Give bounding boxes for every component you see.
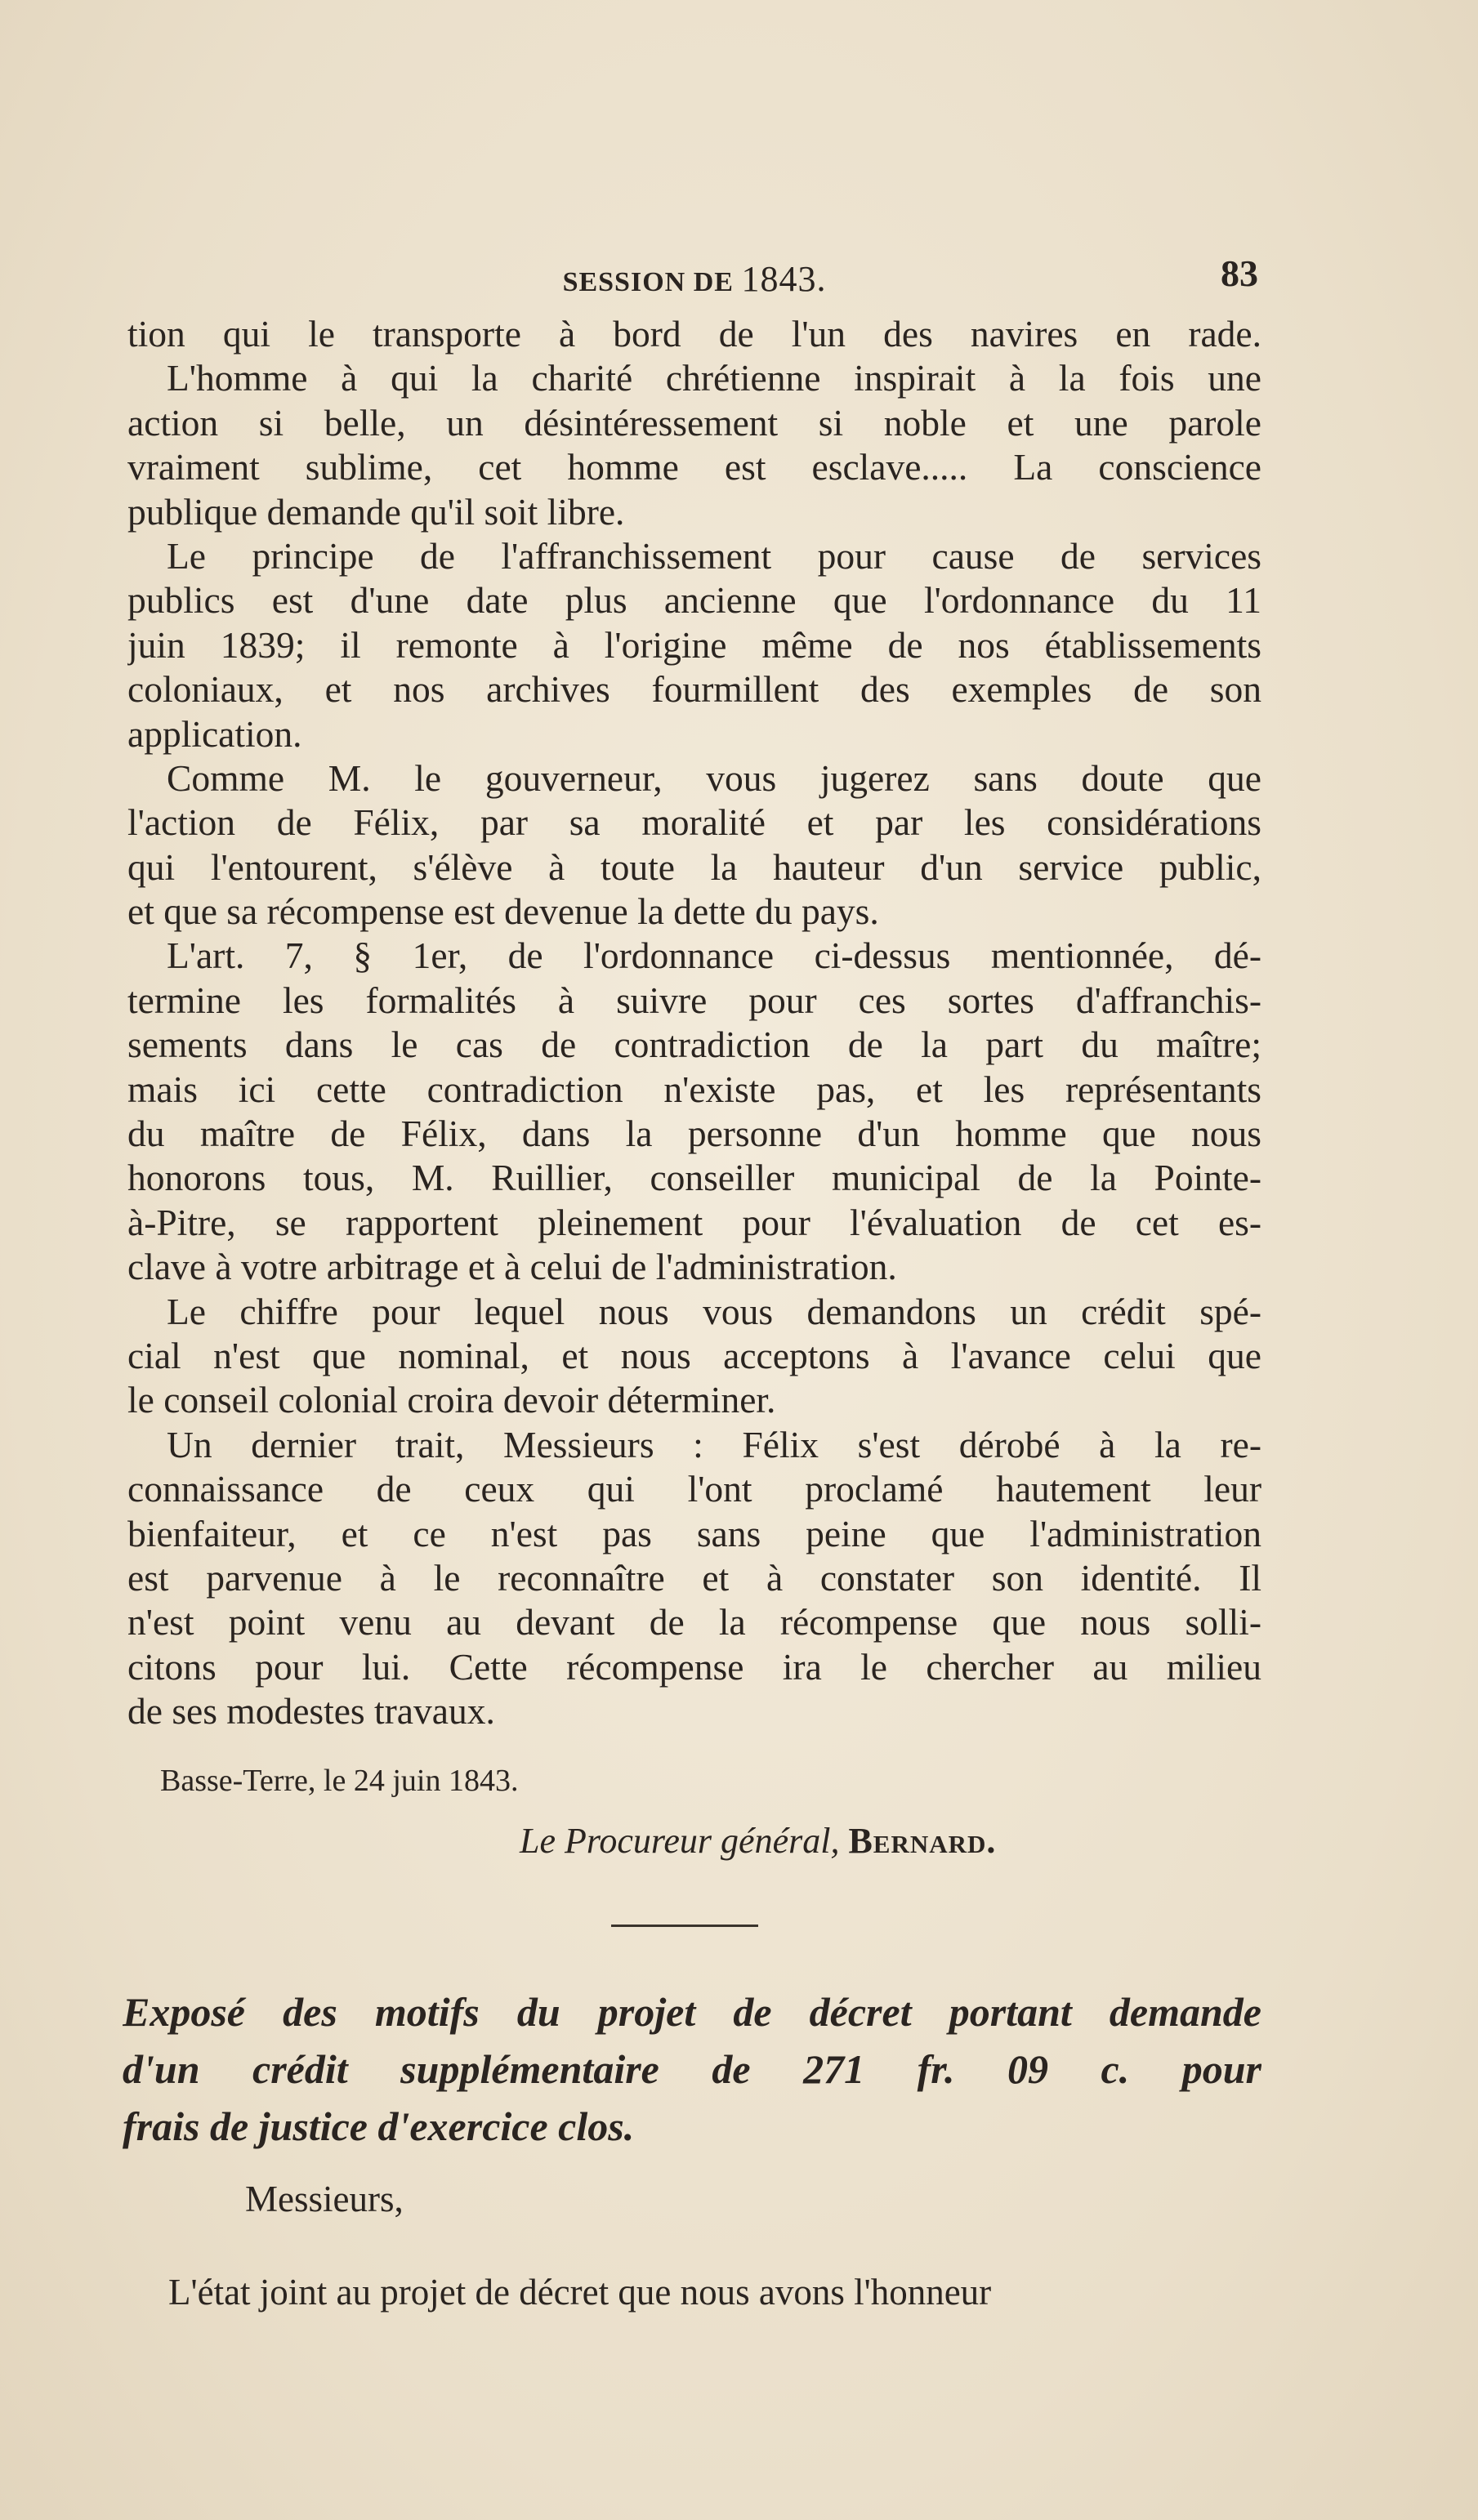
text-line: L'art. 7, § 1er, de l'ordonnance ci-dessus mentionnée, dé- [167,934,1261,977]
text-line: termine les formalités à suivre pour ces sortes d'affranchis- [127,979,1261,1021]
text-line: bienfaiteur, et ce n'est pas sans peine que l'administration [127,1512,1261,1554]
text-line: Comme M. le gouverneur, vous jugerez sans doute que [167,756,1261,799]
text-line: qui l'entourent, s'élève à toute la hauteur d'un service public, [127,845,1261,888]
running-head-session-label: SESSION DE [562,267,742,297]
section-title-line: d'un crédit supplémentaire de 271 fr. 09 c. pour [123,2046,1261,2092]
section-divider [611,1925,758,1927]
text-line: cial n'est que nominal, et nous acceptons à l'avance celui que [127,1334,1261,1376]
signature-name: Bernard. [848,1821,997,1861]
text-line: coloniaux, et nos archives fourmillent des exemples de son [127,668,1261,711]
section-title-line: frais de justice d'exercice clos. [123,2103,635,2149]
text-line: sements dans le cas de contradiction de la part du maître; [127,1024,1261,1066]
running-head-title [131,258,1258,300]
text-line: L'homme à qui la charité chrétienne inspirait à la fois une [167,357,1261,399]
text-line: publics est d'une date plus ancienne que l'ordonnance du 11 [127,579,1261,622]
text-line: est parvenue à le reconnaître et à constater son identité. Il [127,1556,1261,1599]
running-head [131,252,1258,301]
text-line: à-Pitre, se rapportent pleinement pour l'évaluation de cet es- [127,1201,1261,1243]
text-line: mais ici cette contradiction n'existe pas, et les représentants [127,1068,1261,1110]
text-line: le conseil colonial croira devoir déterminer. [127,1379,776,1421]
text-line: juin 1839; il remonte à l'origine même de nos établissements [127,623,1261,666]
text-line: honorons tous, M. Ruillier, conseiller municipal de la Pointe- [127,1157,1261,1199]
signoff-date: Basse-Terre, le 24 juin 1843. [160,1764,519,1798]
text-line: connaissance de ceux qui l'ont proclamé hautement leur [127,1468,1261,1510]
text-line: Le principe de l'affranchissement pour cause de services [167,534,1261,577]
text-line: du maître de Félix, dans la personne d'un homme que nous [127,1113,1261,1155]
text-line: et que sa récompense est devenue la dette du pays. [127,890,879,933]
text-line: tion qui le transporte à bord de l'un des navires en rade. [127,313,1261,355]
text-line: action si belle, un désintéressement si noble et une parole [127,401,1261,444]
text-line: Le chiffre pour lequel nous vous demandons un crédit spé- [167,1290,1261,1332]
body-text [127,312,1261,1734]
text-line: publique demande qu'il soit libre. [127,490,625,533]
text-line: citons pour lui. Cette récompense ira le chercher au milieu [127,1645,1261,1688]
continuation-text: L'état joint au projet de décret que nous avons l'honneur [168,2272,992,2313]
text-line: de ses modestes travaux. [127,1690,495,1733]
signature-role: Le Procureur général, [520,1821,840,1861]
text-line: Un dernier trait, Messieurs : Félix s'est dérobé à la re- [167,1423,1261,1465]
text-line: vraiment sublime, cet homme est esclave..... La conscience [127,446,1261,488]
page-number: 83 [1221,252,1258,294]
running-head-year: 1843. [741,259,827,299]
text-line: n'est point venu au devant de la récompense que nous solli- [127,1601,1261,1644]
text-line: l'action de Félix, par sa moralité et par les considérations [127,801,1261,844]
signature [520,1820,996,1862]
text-line: application. [127,712,302,755]
salutation: Messieurs, [245,2179,404,2219]
section-title-line: Exposé des motifs du projet de décret portant demande [123,1989,1261,2035]
section-title [123,1983,1261,2155]
text-line: clave à votre arbitrage et à celui de l'administration. [127,1246,897,1288]
